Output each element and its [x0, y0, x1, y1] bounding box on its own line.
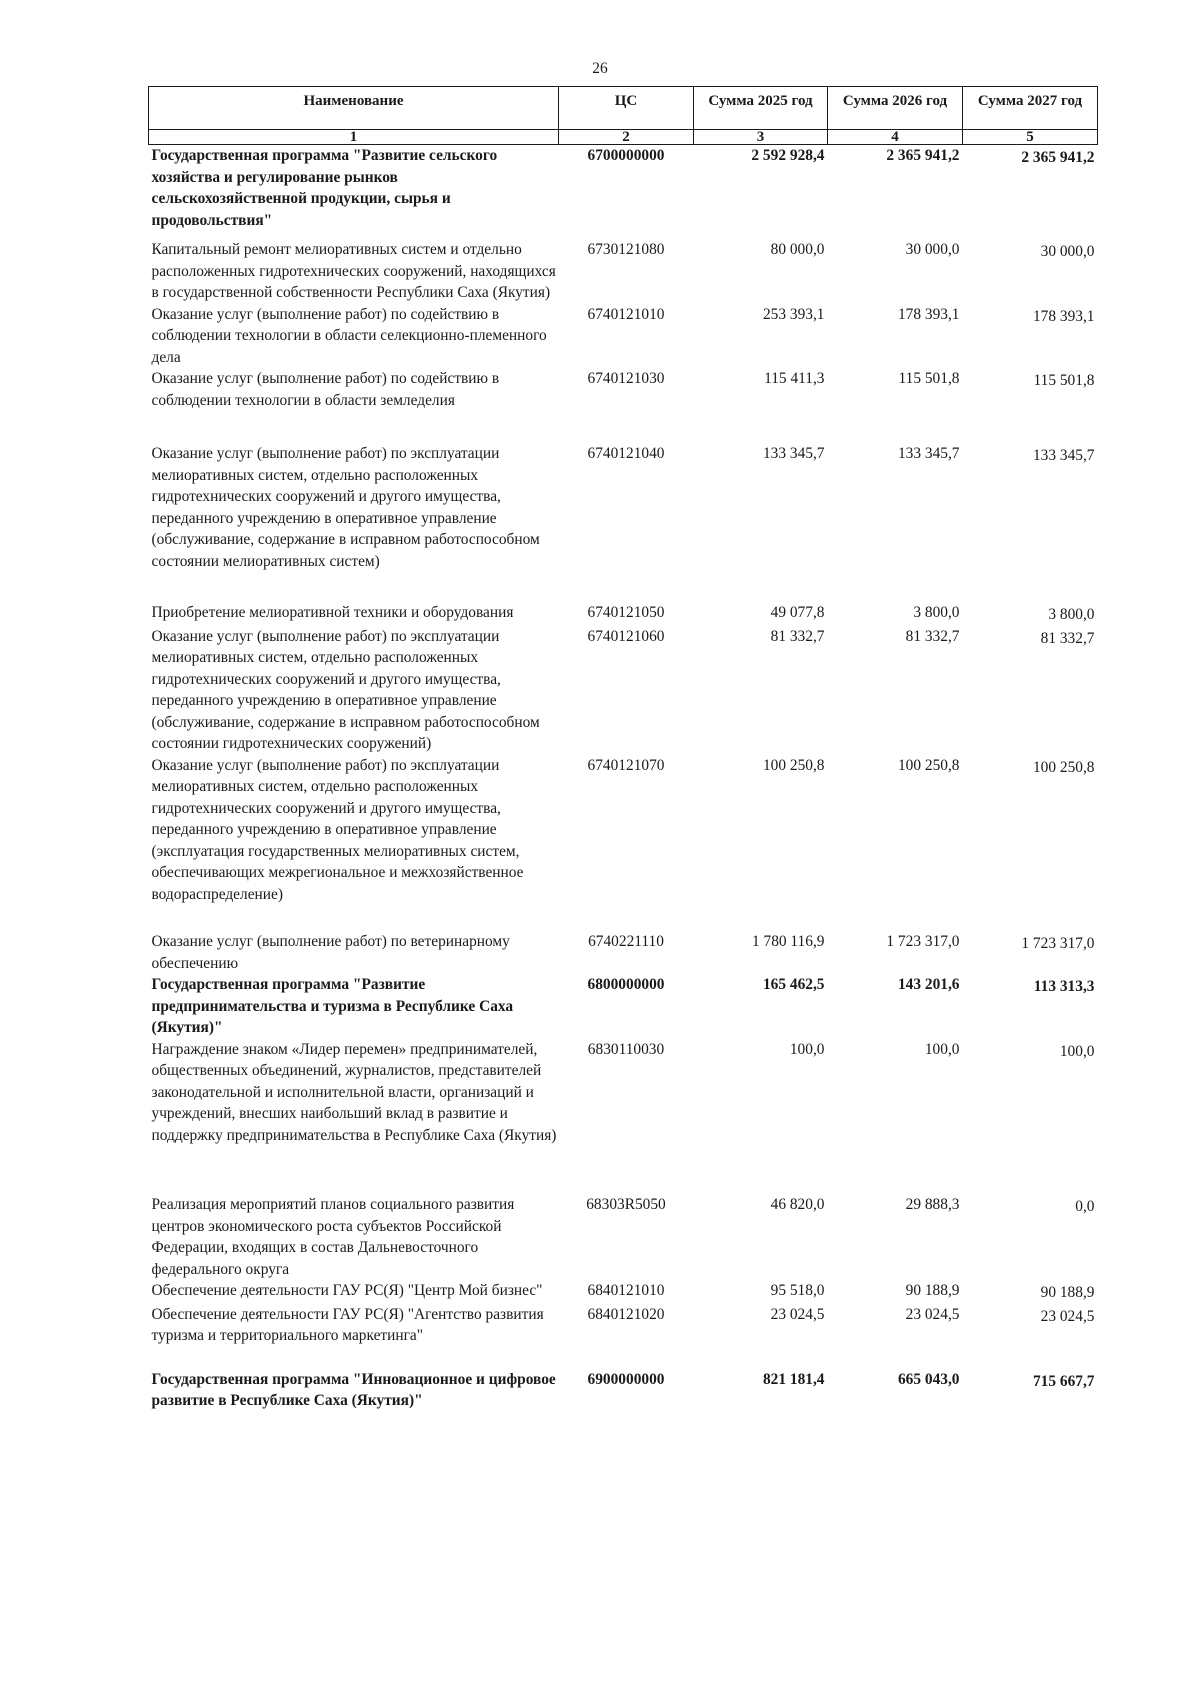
row-name: Оказание услуг (выполнение работ) по содействию в соблюдении технологии в области селекционно-племенного дела — [151, 305, 547, 366]
row-sum-2025: 100 250,8 — [762, 756, 825, 774]
row-sum-2025: 46 820,0 — [770, 1196, 825, 1213]
budget-table — [148, 86, 1098, 1412]
row-sum-2026: 2 365 941,2 — [886, 147, 960, 164]
row-sum-2026: 133 345,7 — [897, 445, 960, 462]
column-index: 2 — [559, 130, 694, 145]
row-sum-2026: 30 000,0 — [905, 241, 960, 258]
row-code: 6730121080 — [587, 241, 665, 258]
row-sum-2027: 23 024,5 — [1040, 1307, 1095, 1325]
row-name: Государственная программа "Развитие предпринимательства и туризма в Республике Саха (Якутия)" — [151, 976, 514, 1036]
column-index: 5 — [963, 130, 1098, 145]
table-row — [149, 905, 1098, 974]
table-row — [149, 755, 1098, 906]
table-row — [149, 368, 1098, 411]
row-sum-2025: 821 181,4 — [762, 1370, 825, 1388]
row-name: Капитальный ремонт мелиоративных систем и отдельно расположенных гидротехнических сооружений, находящихся в государственной собственности Республики Саха (Якутия) — [151, 241, 556, 301]
row-name: Оказание услуг (выполнение работ) по эксплуатации мелиоративных систем, отдельно расположенных гидротехнических сооружений и другого имущества, переданного учреждению в оперативное управление (обслуживание, содержание в исправном работоспособном состоянии мелиоративных систем) — [151, 445, 540, 570]
header-sum-2025: Сумма 2025 год — [694, 87, 828, 130]
column-index: 1 — [149, 130, 559, 145]
row-sum-2026: 100 250,8 — [897, 756, 960, 774]
row-sum-2027: 115 501,8 — [1033, 372, 1095, 389]
row-sum-2025: 81 332,7 — [770, 627, 825, 645]
header-code: ЦС — [559, 87, 694, 130]
table-row — [149, 1146, 1098, 1280]
row-code: 6840121020 — [587, 1305, 665, 1323]
row-sum-2026: 1 723 317,0 — [886, 933, 960, 950]
table-body — [149, 145, 1098, 1412]
table-row — [149, 1039, 1098, 1147]
row-sum-2026: 143 201,6 — [897, 976, 960, 993]
header-sum-2027: Сумма 2027 год — [963, 87, 1098, 130]
table-row — [149, 1304, 1098, 1347]
row-name: Приобретение мелиоративной техники и оборудования — [151, 604, 514, 621]
program-row — [149, 974, 1098, 1039]
row-sum-2025: 100,0 — [789, 1040, 825, 1058]
row-sum-2027: 90 188,9 — [1040, 1284, 1095, 1301]
row-sum-2025: 49 077,8 — [770, 604, 825, 621]
row-sum-2026: 115 501,8 — [898, 370, 960, 387]
page-number: 26 — [592, 60, 608, 77]
row-code: 68303R5050 — [586, 1196, 666, 1213]
row-sum-2025: 2 592 928,4 — [751, 147, 825, 164]
row-sum-2027: 100,0 — [1059, 1042, 1095, 1060]
row-sum-2026: 23 024,5 — [905, 1305, 960, 1323]
row-sum-2026: 100,0 — [924, 1040, 960, 1058]
program-row — [149, 1347, 1098, 1412]
column-index-row — [149, 130, 1098, 145]
row-sum-2027: 1 723 317,0 — [1021, 935, 1095, 952]
row-code: 6840121010 — [587, 1282, 665, 1299]
row-sum-2027: 2 365 941,2 — [1021, 149, 1095, 166]
program-row — [149, 145, 1098, 232]
row-name: Оказание услуг (выполнение работ) по ветеринарному обеспечению — [151, 933, 510, 972]
row-name: Оказание услуг (выполнение работ) по содействию в соблюдении технологии в области земледелия — [151, 370, 500, 409]
row-code: 6740121010 — [587, 305, 665, 323]
row-sum-2027: 0,0 — [1075, 1198, 1095, 1215]
row-sum-2025: 1 780 116,9 — [751, 933, 825, 950]
row-name: Государственная программа "Инновационное и цифровое развитие в Республике Саха (Якутия)" — [151, 1370, 556, 1409]
row-name: Оказание услуг (выполнение работ) по эксплуатации мелиоративных систем, отдельно расположенных гидротехнических сооружений и другого имущества, переданного учреждению в оперативное управление (эксплуатация государственных мелиоративных систем, обеспечивающих межрегиональное и межхозяйственное водораспределение) — [151, 756, 524, 903]
row-name: Государственная программа "Развитие сельского хозяйства и регулирование рынков сельскохозяйственной продукции, сырья и продовольствия" — [151, 147, 498, 229]
table-row — [149, 304, 1098, 369]
row-name: Обеспечение деятельности ГАУ РС(Я) "Агентство развития туризма и территориального маркетинга" — [151, 1305, 544, 1344]
row-sum-2026: 90 188,9 — [905, 1282, 960, 1299]
row-code: 6740121060 — [587, 627, 665, 645]
row-sum-2027: 3 800,0 — [1048, 606, 1095, 623]
row-sum-2025: 80 000,0 — [770, 241, 825, 258]
row-code: 6740121050 — [587, 604, 665, 621]
row-sum-2027: 81 332,7 — [1040, 629, 1095, 647]
row-sum-2025: 115 411,3 — [764, 370, 825, 387]
row-name: Оказание услуг (выполнение работ) по эксплуатации мелиоративных систем, отдельно расположенных гидротехнических сооружений и другого имущества, переданного учреждению в оперативное управление (обслуживание, содержание в исправном работоспособном состоянии гидротехнических сооружений) — [151, 627, 540, 752]
column-index: 3 — [694, 130, 828, 145]
row-sum-2025: 253 393,1 — [762, 305, 825, 323]
header-name: Наименование — [149, 87, 559, 130]
row-sum-2025: 133 345,7 — [762, 445, 825, 462]
row-code: 6800000000 — [587, 976, 665, 993]
row-sum-2027: 30 000,0 — [1040, 243, 1095, 260]
row-sum-2025: 23 024,5 — [770, 1305, 825, 1323]
row-sum-2026: 178 393,1 — [897, 305, 960, 323]
row-name: Обеспечение деятельности ГАУ РС(Я) "Центр Мой бизнес" — [151, 1282, 543, 1299]
row-sum-2027: 113 313,3 — [1033, 978, 1095, 995]
row-code: 6700000000 — [587, 147, 665, 164]
table-header-row — [149, 87, 1098, 130]
table-row — [149, 572, 1098, 626]
row-sum-2027: 133 345,7 — [1032, 447, 1095, 464]
row-sum-2026: 29 888,3 — [905, 1196, 960, 1213]
table-row — [149, 1280, 1098, 1304]
row-sum-2025: 165 462,5 — [762, 976, 825, 993]
row-sum-2026: 3 800,0 — [913, 604, 960, 621]
column-index: 4 — [828, 130, 963, 145]
row-code: 6740121040 — [587, 445, 665, 462]
row-sum-2027: 178 393,1 — [1032, 307, 1095, 325]
row-name: Реализация мероприятий планов социального развития центров экономического роста субъектов Российской Федерации, входящих в состав Дальневосточного федерального округа — [151, 1196, 515, 1278]
row-sum-2026: 81 332,7 — [905, 627, 960, 645]
row-code: 6740121070 — [587, 756, 665, 774]
row-code: 6740121030 — [587, 370, 665, 387]
row-sum-2027: 715 667,7 — [1032, 1372, 1095, 1390]
header-sum-2026: Сумма 2026 год — [828, 87, 963, 130]
table-row — [149, 626, 1098, 755]
row-sum-2027: 100 250,8 — [1032, 758, 1095, 776]
row-sum-2026: 665 043,0 — [897, 1370, 960, 1388]
row-code: 6830110030 — [587, 1040, 665, 1058]
row-name: Награждение знаком «Лидер перемен» предпринимателей, общественных объединений, журналистов, представителей законодательной и исполнительной власти, организаций и учреждений, внесших наибольший вклад в развитие и поддержку предпринимательства в Республике Саха (Якутия) — [151, 1040, 557, 1144]
table-row — [149, 411, 1098, 572]
row-code: 6900000000 — [587, 1370, 665, 1388]
row-sum-2025: 95 518,0 — [770, 1282, 825, 1299]
row-code: 6740221110 — [588, 933, 664, 950]
table-row — [149, 231, 1098, 304]
